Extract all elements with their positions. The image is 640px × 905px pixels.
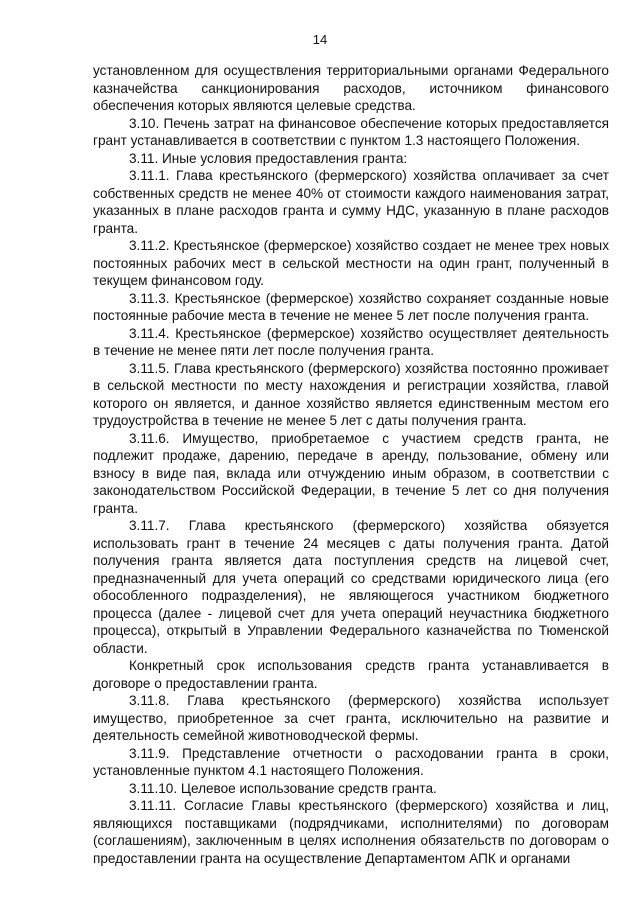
paragraph-3-11-4: 3.11.4. Крестьянское (фермерское) хозяйство осуществляет деятельность в течение не менее пяти лет после получения гранта. xyxy=(93,325,609,358)
paragraph-3-10: 3.10. Печень затрат на финансовое обеспечение которых предоставляется грант устанавливается в соответствии с пунктом 1.3 настоящего Положения. xyxy=(93,115,609,148)
paragraph-3-11-11: 3.11.11. Согласие Главы крестьянского (фермерского) хозяйства и лиц, являющихся поставщиками (подрядчиками, исполнителями) по договорам (соглашениям), заключенным в целях исполнения обязательств по договорам о предоставлении гранта на осуществление Департаментом АПК и органами xyxy=(93,798,609,866)
paragraph-3-11: 3.11. Иные условия предоставления гранта: xyxy=(129,150,408,166)
paragraph-grant-term: Конкретный срок использования средств гранта устанавливается в договоре о предоставлении гранта. xyxy=(93,658,609,691)
paragraph-3-11-7: 3.11.7. Глава крестьянского (фермерского) хозяйства обязуется использовать грант в течение 24 месяцев с даты получения гранта. Датой получения гранта является дата поступления средств на лицевой счет, предназначенный для учета операций со средствами юридического лица (его обособленного подразделения), не являющегося участником бюджетного процесса (далее - лицевой счет для учета операций неучастника бюджетного процесса), открытый в Управлении Федерального казначейства по Тюменской области. xyxy=(93,518,609,656)
paragraph-3-11-3: 3.11.3. Крестьянское (фермерское) хозяйство сохраняет созданные новые постоянные рабочие места в течение не менее 5 лет после получения гранта. xyxy=(93,290,609,323)
paragraph-3-11-8: 3.11.8. Глава крестьянского (фермерского) хозяйства использует имущество, приобретенное за счет гранта, исключительно на развитие и деятельность семейной животноводческой фермы. xyxy=(93,693,609,743)
paragraph-3-11-9: 3.11.9. Представление отчетности о расходовании гранта в сроки, установленные пунктом 4.1 настоящего Положения. xyxy=(93,745,609,778)
paragraph-3-11-6: 3.11.6. Имущество, приобретаемое с участием средств гранта, не подлежит продаже, дарению, передаче в аренду, пользование, обмену или взносу в виде пая, вклада или отчуждению иным образом, в соответствии с законодательством Российской Федерации, в течение 5 лет со дня получения гранта. xyxy=(93,430,609,516)
document-body xyxy=(93,62,609,867)
paragraph-3-11-1: 3.11.1. Глава крестьянского (фермерского) хозяйства оплачивает за счет собственных средств не менее 40% от стоимости каждого наименования затрат, указанных в плане расходов гранта и сумму НДС, указанную в плане расходов гранта. xyxy=(93,168,609,236)
page-number: 14 xyxy=(312,32,328,47)
paragraph-3-11-2: 3.11.2. Крестьянское (фермерское) хозяйство создает не менее трех новых постоянных рабочих мест в сельской местности на один грант, полученный в текущем финансовом году. xyxy=(93,238,609,288)
paragraph-continuation: установленном для осуществления территориальными органами Федерального казначейства санкционирования расходов, источником финансового обеспечения которых являются целевые средства. xyxy=(93,63,609,113)
paragraph-3-11-5: 3.11.5. Глава крестьянского (фермерского) хозяйства постоянно проживает в сельской местности по месту нахождения и регистрации хозяйства, главой которого он является, и данное хозяйство является единственным местом его трудоустройства в течение не менее 5 лет с даты получения гранта. xyxy=(93,360,609,428)
paragraph-3-11-10: 3.11.10. Целевое использование средств гранта. xyxy=(129,780,437,796)
